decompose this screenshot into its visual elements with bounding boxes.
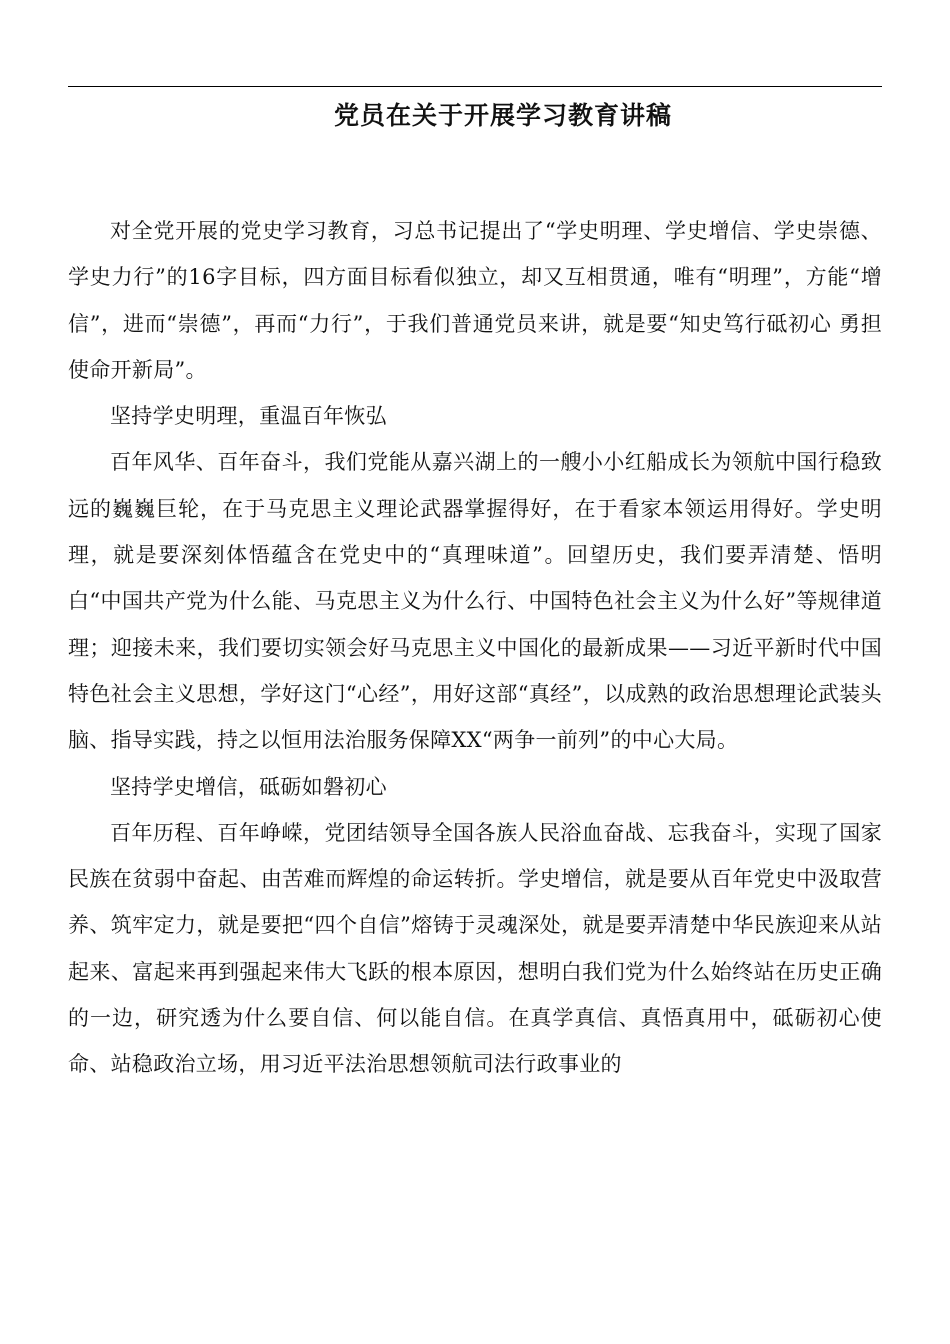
paragraph-intro: 对全党开展的党史学习教育，习总书记提出了“学史明理、学史增信、学史崇德、学史力行”的16字目标，四方面目标看似独立，却又互相贯通，唯有“明理”，方能“增信”，进而“崇德”，再而“力行”，于我们普通党员来讲，就是要“知史笃行砥初心 勇担使命开新局”。 xyxy=(68,219,882,382)
header-rule xyxy=(68,86,882,87)
document-body xyxy=(68,208,882,1088)
document-title: 党员在关于开展学习教育讲稿 xyxy=(333,101,672,130)
paragraph-section-2: 百年历程、百年峥嵘，党团结领导全国各族人民浴血奋战、忘我奋斗，实现了国家民族在贫弱中奋起、由苦难而辉煌的命运转折。学史增信，就是要从百年党史中汲取营养、筑牢定力，就是要把“四个自信”熔铸于灵魂深处，就是要弄清楚中华民族迎来从站起来、富起来再到强起来伟大飞跃的根本原因，想明白我们党为什么始终站在历史正确的一边，研究透为什么要自信、何以能自信。在真学真信、真悟真用中，砥砺初心使命、站稳政治立场，用习近平法治思想领航司法行政事业的 xyxy=(68,820,882,1077)
section-heading-2: 坚持学史增信，砥砺如磐初心 xyxy=(110,774,387,799)
paragraph-section-1: 百年风华、百年奋斗，我们党能从嘉兴湖上的一艘小小红船成长为领航中国行稳致远的巍巍巨轮，在于马克思主义理论武器掌握得好，在于看家本领运用得好。学史明理，就是要深刻体悟蕴含在党史中的“真理味道”。回望历史，我们要弄清楚、悟明白“中国共产党为什么能、马克思主义为什么行、中国特色社会主义为什么好”等规律道理；迎接未来，我们要切实领会好马克思主义中国化的最新成果——习近平新时代中国特色社会主义思想，学好这门“心经”，用好这部“真经”，以成熟的政治思想理论武装头脑、指导实践，持之以恒用法治服务保障XX“两争一前列”的中心大局。 xyxy=(68,450,882,753)
section-heading-1: 坚持学史明理，重温百年恢弘 xyxy=(110,404,387,429)
